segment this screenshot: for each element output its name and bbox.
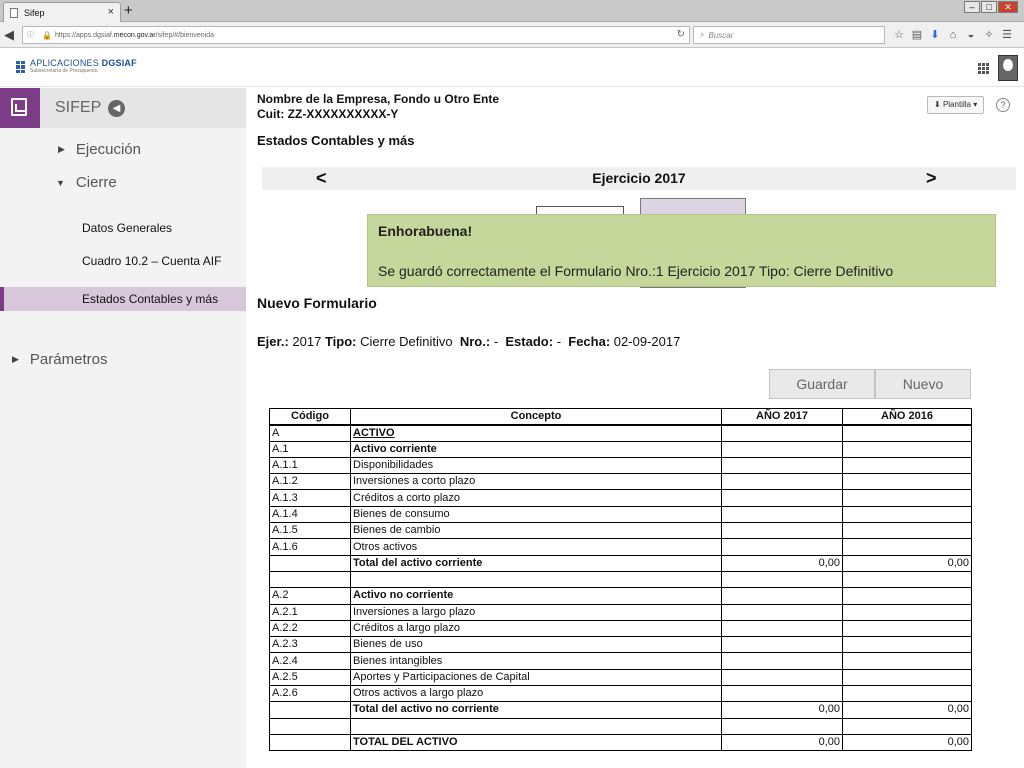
caret-right-icon: ▶ [12, 354, 19, 364]
nro-value: - [493, 334, 499, 349]
cell-ano-2016[interactable] [843, 490, 972, 506]
cell-concepto: Bienes intangibles [351, 653, 722, 669]
cell-concepto [351, 571, 722, 587]
tipo-label: Tipo: [324, 334, 357, 349]
cell-concepto: Bienes de consumo [351, 506, 722, 522]
cell-ano-2017[interactable] [722, 588, 843, 604]
success-toast[interactable] [367, 214, 996, 287]
bookmark-star-icon[interactable]: ☆ [894, 29, 904, 41]
cell-concepto: Inversiones a largo plazo [351, 604, 722, 620]
cell-ano-2017[interactable] [722, 490, 843, 506]
home-icon[interactable]: ⌂ [949, 29, 957, 41]
table-row [270, 441, 972, 457]
cell-codigo [270, 734, 351, 750]
form-metadata [257, 334, 680, 349]
cell-codigo: A.1.1 [270, 457, 351, 473]
company-name: Nombre de la Empresa, Fondo u Otro Ente [257, 92, 500, 106]
url-path: /sifep/#/bienvenida [155, 31, 215, 39]
sidebar-item-cierre[interactable] [56, 174, 117, 191]
sidebar-item-label: Cierre [75, 174, 117, 191]
help-icon[interactable]: ? [996, 98, 1010, 112]
table-row [270, 539, 972, 555]
cell-ano-2017[interactable] [722, 523, 843, 539]
cell-ano-2017[interactable] [722, 571, 843, 587]
sidebar-subitem-cuadro-10-2[interactable]: Cuadro 10.2 – Cuenta AIF [82, 254, 222, 268]
browser-tab-bar [0, 0, 1024, 22]
extension-icon[interactable]: ✧ [984, 29, 994, 41]
info-icon[interactable]: ⓘ [27, 32, 34, 39]
search-placeholder: Buscar [708, 30, 734, 40]
table-row [270, 490, 972, 506]
estado-label: Estado: [505, 334, 554, 349]
cell-concepto: Otros activos a largo plazo [351, 686, 722, 702]
cell-codigo: A.2.4 [270, 653, 351, 669]
table-row [270, 702, 972, 718]
pocket-icon[interactable]: ◒ [967, 29, 975, 41]
cell-ano-2017[interactable] [722, 686, 843, 702]
app-header [0, 49, 1024, 87]
cell-ano-2016[interactable]: 0,00 [843, 734, 972, 750]
cell-codigo: A.2.3 [270, 637, 351, 653]
cell-codigo [270, 571, 351, 587]
cell-ano-2017[interactable] [722, 620, 843, 636]
table-row [270, 669, 972, 685]
estado-value: - [556, 334, 562, 349]
cell-ano-2016[interactable] [843, 523, 972, 539]
sidebar-subitem-datos-generales[interactable]: Datos Generales [82, 221, 173, 235]
column-header-ano-2016: AÑO 2016 [843, 409, 972, 425]
ejercicio-label: Ejercicio 2017 [592, 170, 686, 186]
table-row [270, 718, 972, 734]
sidebar [0, 88, 246, 768]
tab-title: Sifep [24, 7, 45, 18]
cell-ano-2017[interactable] [722, 653, 843, 669]
cell-ano-2016[interactable] [843, 474, 972, 490]
column-header-concepto: Concepto [351, 409, 722, 425]
cell-ano-2016[interactable] [843, 457, 972, 473]
back-circle-icon[interactable]: ◀ [108, 100, 125, 117]
clipboard-icon[interactable]: ▤ [911, 29, 923, 41]
ejercicio-bar [262, 167, 1016, 190]
cell-ano-2016[interactable] [843, 425, 972, 441]
cell-ano-2017[interactable]: 0,00 [722, 702, 843, 718]
cell-ano-2017[interactable] [722, 457, 843, 473]
cell-codigo: A.1.6 [270, 539, 351, 555]
cell-ano-2016[interactable] [843, 571, 972, 587]
cell-ano-2016[interactable] [843, 718, 972, 734]
column-header-codigo: Código [270, 409, 351, 425]
cell-concepto: Créditos a corto plazo [351, 490, 722, 506]
cell-concepto: Total del activo corriente [351, 555, 722, 571]
download-icon[interactable]: ⬇ [930, 29, 940, 41]
cell-ano-2017[interactable] [722, 604, 843, 620]
company-info [257, 92, 499, 122]
cell-codigo: A.2.1 [270, 604, 351, 620]
page-favicon-icon [10, 8, 18, 18]
toast-title: Enhorabuena! [378, 223, 473, 239]
back-arrow-icon[interactable]: ◀ [4, 27, 14, 42]
download-icon: ⬇ [934, 100, 941, 109]
cell-concepto: Otros activos [351, 539, 722, 555]
cell-codigo: A.1.2 [270, 474, 351, 490]
table-row [270, 653, 972, 669]
sidebar-subitem-estados-contables[interactable] [0, 287, 246, 311]
table-row [270, 604, 972, 620]
prev-year-button[interactable]: < [316, 168, 327, 188]
cell-concepto: Activo no corriente [351, 588, 722, 604]
table-header-row [270, 409, 972, 425]
cell-codigo [270, 718, 351, 734]
sidebar-item-parametros[interactable] [12, 351, 107, 368]
cell-concepto: Inversiones a corto plazo [351, 474, 722, 490]
section-title: Estados Contables y más [257, 133, 415, 148]
form-title: Nuevo Formulario [257, 295, 377, 311]
logo-mark-icon [16, 61, 26, 73]
cell-concepto: Disponibilidades [351, 457, 722, 473]
sidebar-item-ejecucion[interactable] [58, 141, 141, 158]
cell-codigo: A.2 [270, 588, 351, 604]
cell-codigo: A.1.3 [270, 490, 351, 506]
cell-ano-2017[interactable] [722, 718, 843, 734]
nro-label: Nro.: [459, 334, 491, 349]
column-header-ano-2017: AÑO 2017 [722, 409, 843, 425]
browser-search-input[interactable] [693, 26, 885, 44]
cell-codigo: A.1.4 [270, 506, 351, 522]
cell-ano-2017[interactable] [722, 425, 843, 441]
table-row [270, 474, 972, 490]
address-bar[interactable] [22, 26, 690, 44]
maximize-icon[interactable]: □ [981, 1, 997, 13]
fecha-label: Fecha: [568, 334, 611, 349]
cell-concepto: TOTAL DEL ACTIVO [351, 734, 722, 750]
lock-icon: 🔒 [42, 30, 52, 40]
cell-ano-2017[interactable]: 0,00 [722, 734, 843, 750]
table-row [270, 637, 972, 653]
report-chart-icon [0, 88, 40, 128]
cell-ano-2017[interactable]: 0,00 [722, 555, 843, 571]
cell-ano-2016[interactable] [843, 506, 972, 522]
cell-concepto: Créditos a largo plazo [351, 620, 722, 636]
fecha-value: 02-09-2017 [613, 334, 681, 349]
next-year-button[interactable]: > [926, 168, 937, 188]
cell-concepto: Bienes de cambio [351, 523, 722, 539]
table-row [270, 457, 972, 473]
close-window-icon[interactable]: ✕ [998, 1, 1018, 13]
browser-nav-bar [0, 22, 1024, 48]
sidebar-item-label: Ejecución [75, 141, 141, 158]
reload-icon[interactable]: ↻ [676, 29, 685, 40]
cell-ano-2016[interactable] [843, 620, 972, 636]
table-row [270, 620, 972, 636]
estados-contables-table [269, 408, 972, 751]
guardar-button[interactable]: Guardar [769, 369, 875, 399]
company-cuit: Cuit: ZZ-XXXXXXXXXX-Y [257, 107, 399, 121]
cell-concepto: Activo corriente [351, 441, 722, 457]
sidebar-header [0, 88, 246, 128]
cell-concepto: Aportes y Participaciones de Capital [351, 669, 722, 685]
cell-ano-2016[interactable] [843, 588, 972, 604]
table-row [270, 686, 972, 702]
window-controls [963, 1, 1018, 13]
plantilla-dropdown[interactable] [927, 96, 984, 114]
ejer-label: Ejer.: [257, 334, 289, 349]
cell-concepto: ACTIVO [351, 425, 722, 441]
cell-codigo: A.2.6 [270, 686, 351, 702]
table-row [270, 523, 972, 539]
nuevo-button[interactable]: Nuevo [875, 369, 971, 399]
sidebar-subitem-label: Estados Contables y más [82, 292, 219, 306]
cell-codigo [270, 702, 351, 718]
cell-ano-2017[interactable] [722, 637, 843, 653]
table-row [270, 734, 972, 750]
caret-right-icon: ▶ [58, 144, 65, 154]
cell-ano-2016[interactable] [843, 604, 972, 620]
cell-ano-2016[interactable] [843, 669, 972, 685]
cell-ano-2017[interactable] [722, 474, 843, 490]
cell-concepto: Bienes de uso [351, 637, 722, 653]
cell-concepto: Total del activo no corriente [351, 702, 722, 718]
search-icon: ⌕ [700, 30, 705, 39]
plantilla-label: Plantilla [942, 100, 971, 109]
sidebar-item-label: Parámetros [29, 351, 108, 368]
toast-message: Se guardó correctamente el Formulario Nro.:1 Ejercicio 2017 Tipo: Cierre Definitivo [378, 263, 894, 279]
url-domain: mecon.gov.ar [113, 31, 156, 39]
table-row [270, 588, 972, 604]
browser-tab[interactable] [3, 2, 121, 22]
minimize-icon[interactable]: – [964, 1, 980, 13]
cell-ano-2016[interactable] [843, 686, 972, 702]
cell-codigo [270, 555, 351, 571]
cell-ano-2017[interactable] [722, 506, 843, 522]
cell-codigo: A.2.5 [270, 669, 351, 685]
url-prefix: https://apps.dgsiaf. [54, 31, 114, 39]
cell-ano-2016[interactable] [843, 637, 972, 653]
new-tab-button[interactable]: + [124, 2, 133, 19]
ejer-value: 2017 [292, 334, 322, 349]
cell-codigo: A [270, 425, 351, 441]
cell-ano-2016[interactable] [843, 653, 972, 669]
close-tab-icon[interactable]: × [107, 6, 114, 18]
cell-ano-2017[interactable] [722, 539, 843, 555]
cell-codigo: A.1 [270, 441, 351, 457]
cell-ano-2016[interactable] [843, 441, 972, 457]
browser-toolbar [890, 26, 1016, 44]
table-row [270, 571, 972, 587]
chevron-down-icon: ▾ [973, 100, 978, 109]
apps-grid-icon[interactable] [978, 63, 989, 74]
cell-ano-2016[interactable]: 0,00 [843, 702, 972, 718]
user-avatar-icon[interactable] [998, 55, 1018, 81]
cell-codigo: A.2.2 [270, 620, 351, 636]
table-row [270, 555, 972, 571]
menu-icon[interactable]: ☰ [1002, 29, 1012, 41]
cell-ano-2016[interactable] [843, 539, 972, 555]
cell-ano-2016[interactable]: 0,00 [843, 555, 972, 571]
cell-ano-2017[interactable] [722, 441, 843, 457]
cell-concepto [351, 718, 722, 734]
sidebar-title: SIFEP [55, 99, 102, 116]
main-content [246, 88, 1024, 768]
table-row [270, 506, 972, 522]
cell-ano-2017[interactable] [722, 669, 843, 685]
tipo-value: Cierre Definitivo [360, 334, 453, 349]
cell-codigo: A.1.5 [270, 523, 351, 539]
table-body [270, 425, 972, 751]
logo[interactable] [16, 59, 137, 75]
logo-title: APLICACIONES DGSIAF [30, 58, 137, 68]
caret-down-icon: ▼ [56, 177, 65, 188]
table-row [270, 425, 972, 441]
logo-subtitle: Subsecretaría de Presupuesto [30, 68, 98, 74]
